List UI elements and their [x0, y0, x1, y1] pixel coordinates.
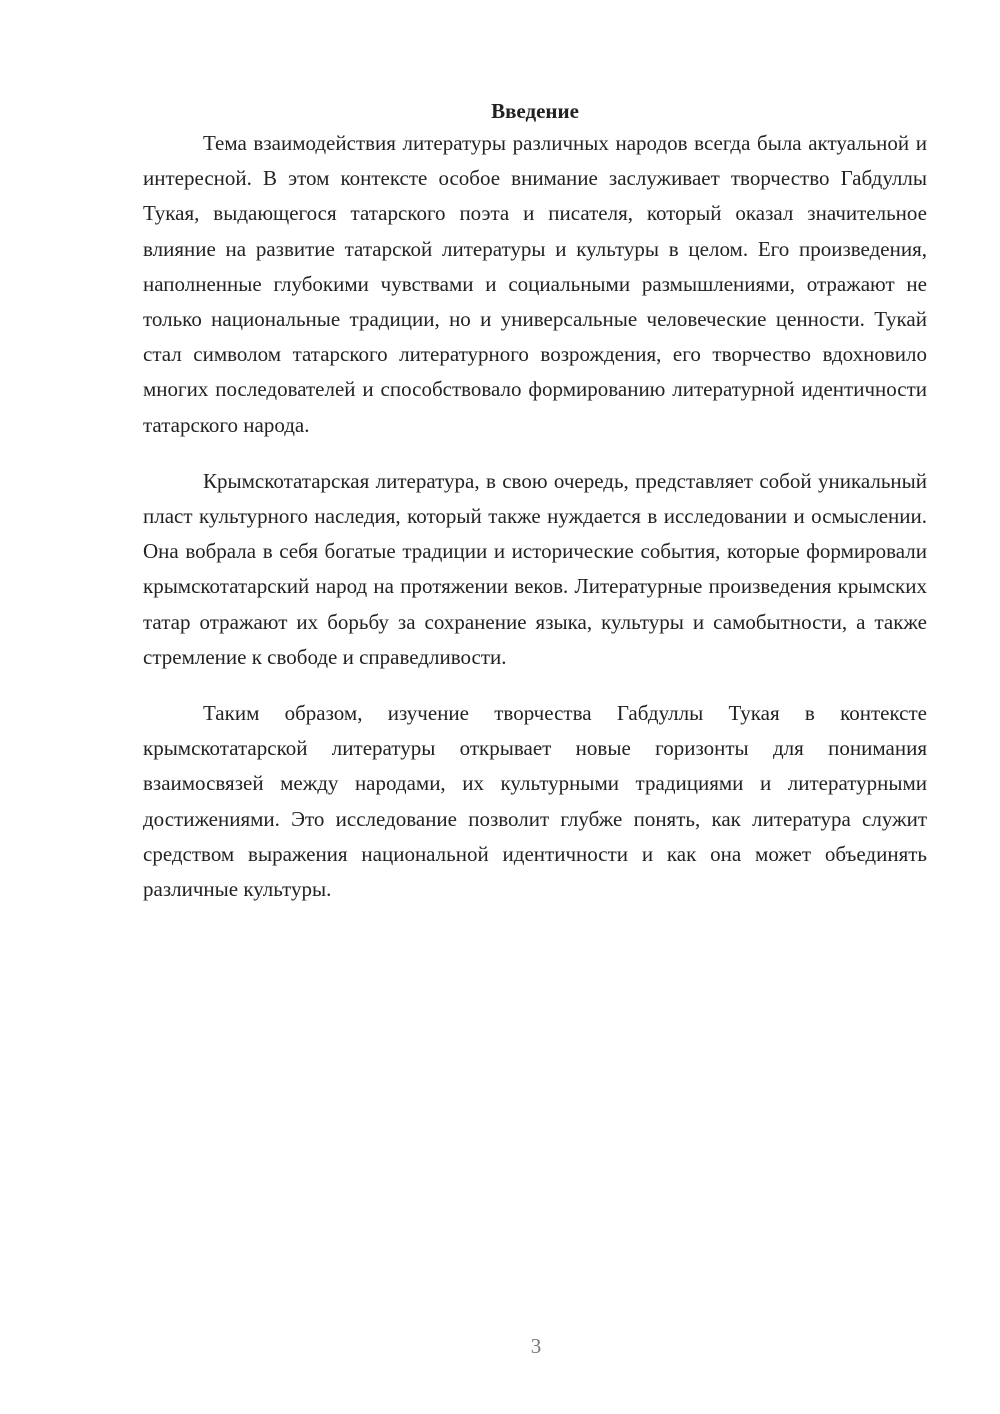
section-title: Введение — [491, 99, 579, 123]
paragraph-3: Таким образом, изучение творчества Габдуллы Тукая в контексте крымскотатарской литературы открывает новые горизонты для понимания взаимосвязей между народами, их культурными традициями и литературными достижениями. Это исследование позволит глубже понять, как литература служит средством выражения национальной идентичности и как она может объединять различные культуры. — [143, 701, 927, 902]
page-number: 3 — [530, 1334, 542, 1358]
paragraph-1: Тема взаимодействия литературы различных народов всегда была актуальной и интересной. В этом контексте особое внимание заслуживает творчество Габдуллы Тукая, выдающегося татарского поэта и писателя, который оказал значительное влияние на развитие татарской литературы и культуры в целом. Его произведения, наполненные глубокими чувствами и социальными размышлениями, отражают не только национальные традиции, но и универсальные человеческие ценности. Тукай стал символом татарского литературного возрождения, его творчество вдохновило многих последователей и способствовало формированию литературной идентичности татарского народа. — [143, 131, 927, 437]
paragraph-2: Крымскотатарская литература, в свою очередь, представляет собой уникальный пласт культурного наследия, который также нуждается в исследовании и осмыслении. Она вобрала в себя богатые традиции и исторические события, которые формировали крымскотатарский народ на протяжении веков. Литературные произведения крымских татар отражают их борьбу за сохранение языка, культуры и самобытности, а также стремление к свободе и справедливости. — [143, 468, 927, 669]
page-content — [143, 96, 927, 907]
